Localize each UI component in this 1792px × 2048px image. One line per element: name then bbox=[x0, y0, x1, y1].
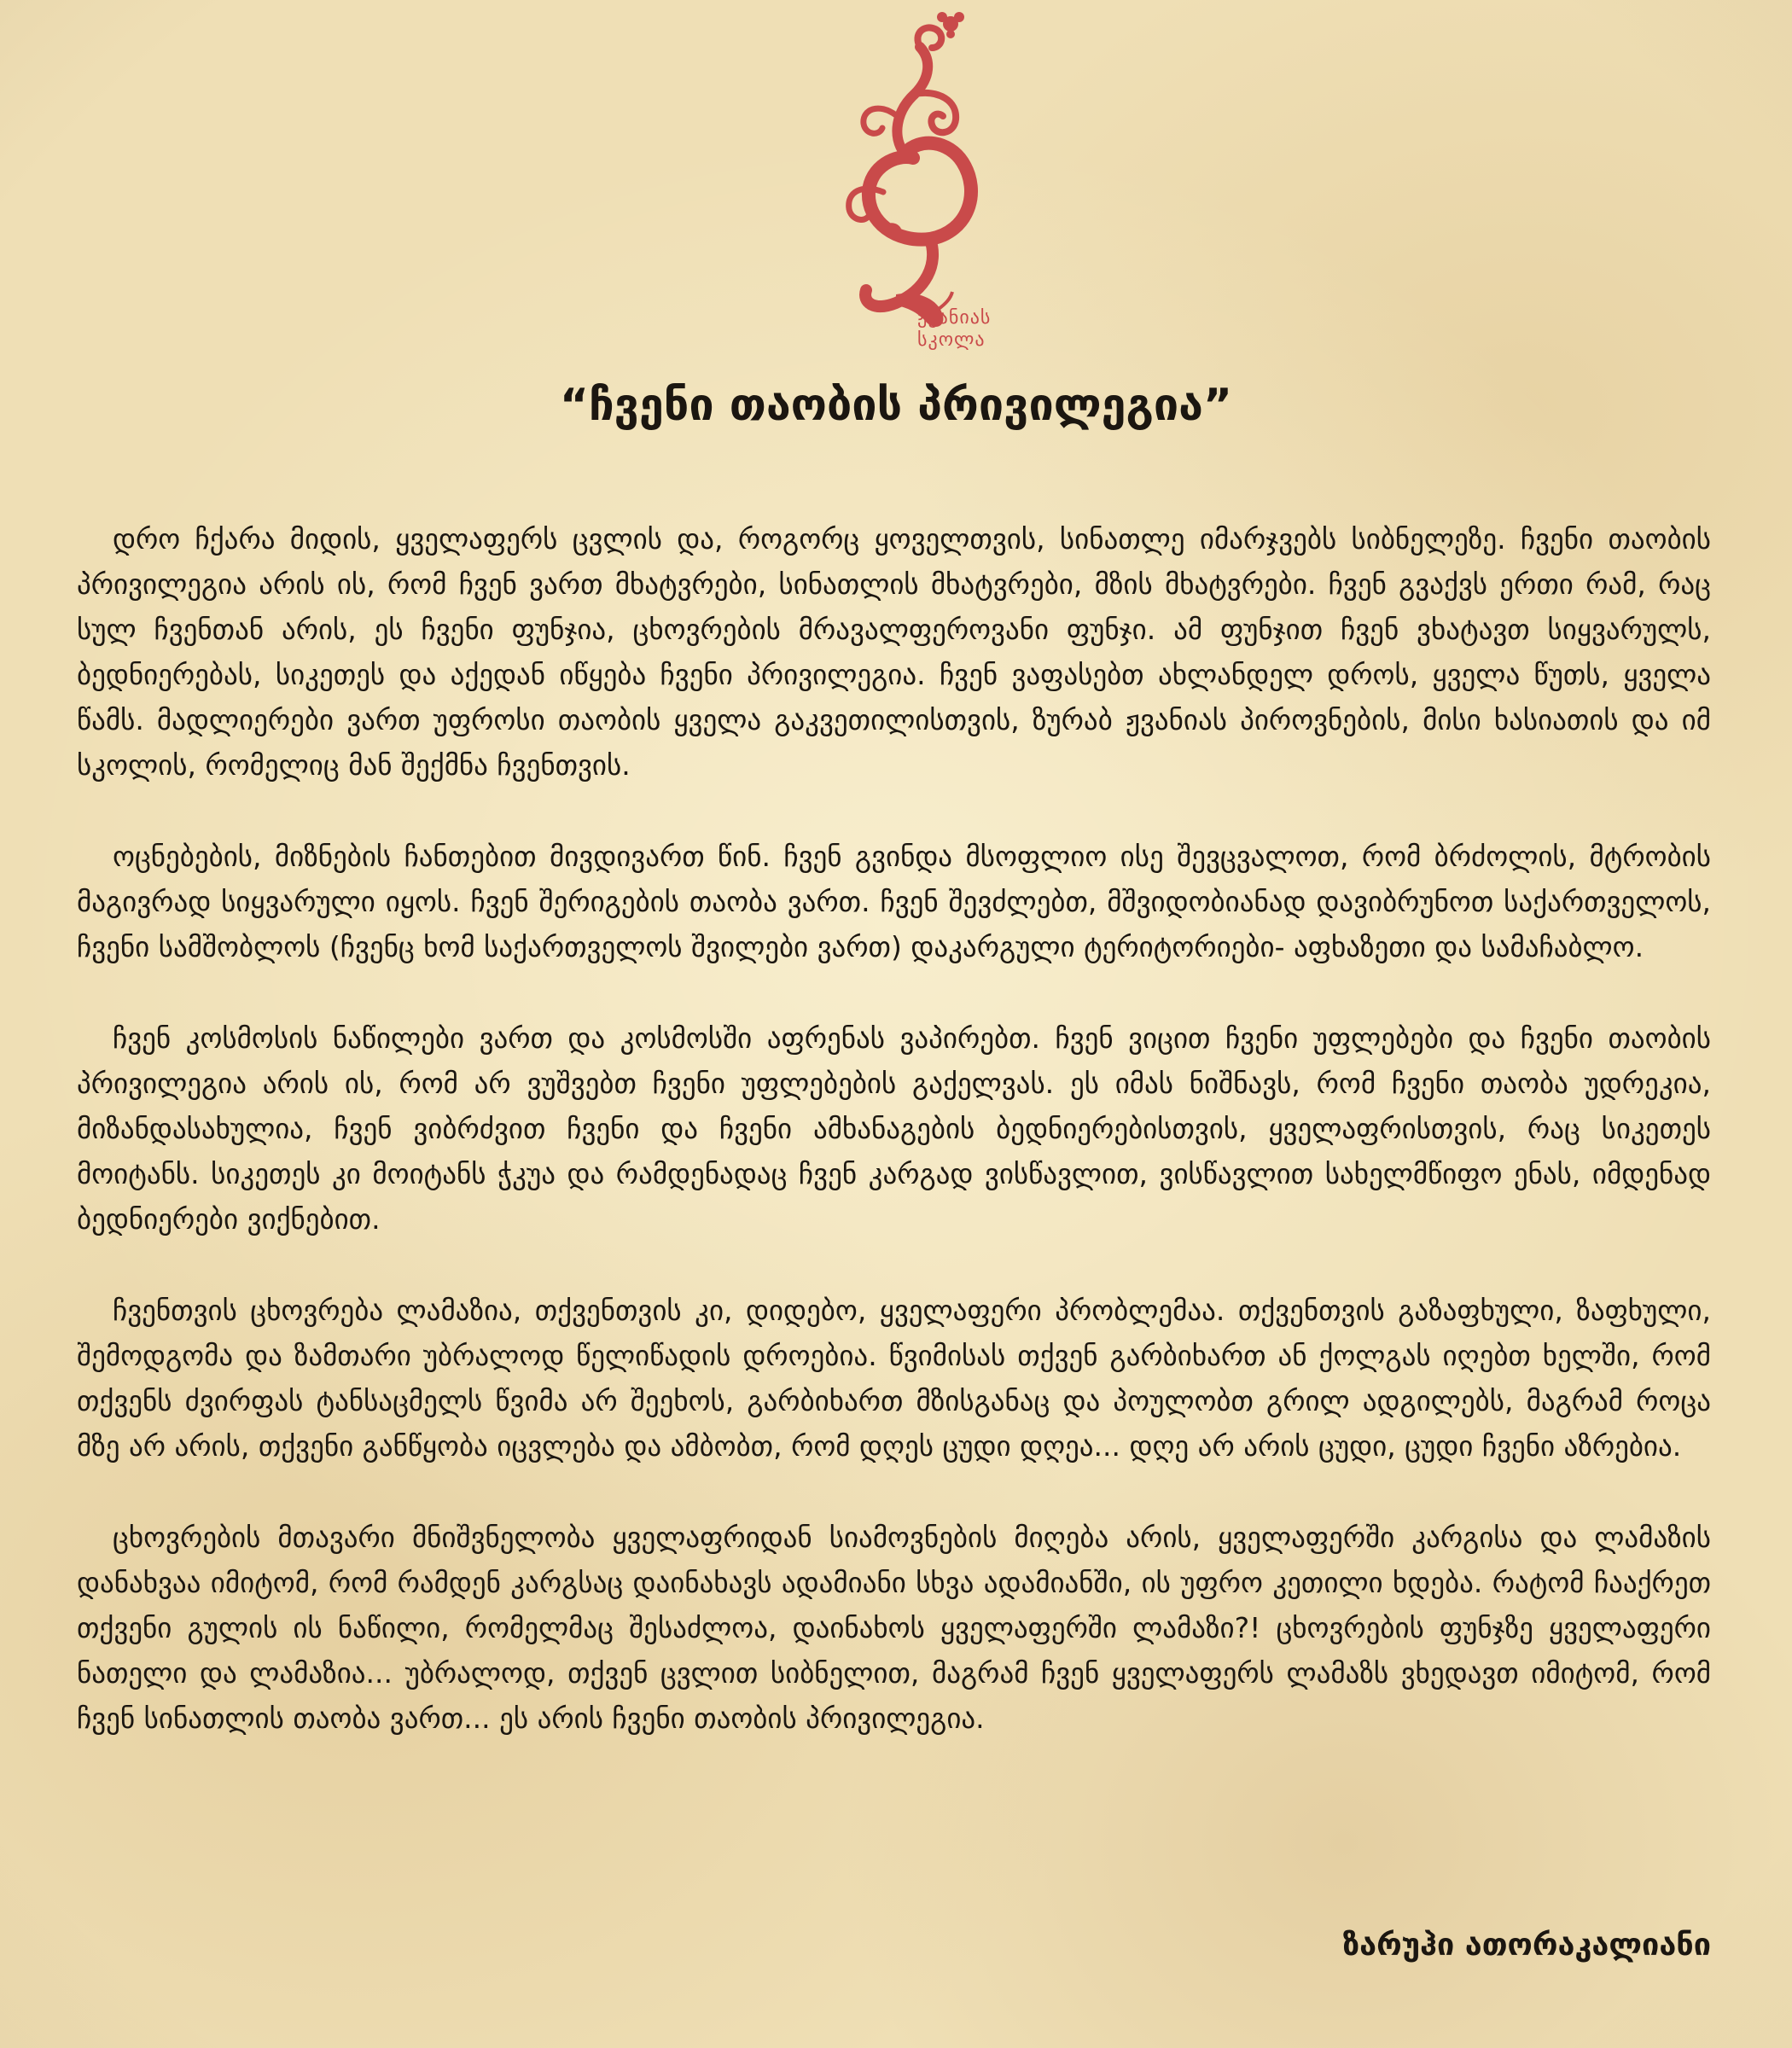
swirl-letter-logo-icon bbox=[768, 9, 1024, 358]
letter-body bbox=[77, 516, 1711, 1787]
logo-caption bbox=[917, 307, 991, 352]
paragraph-1: დრო ჩქარა მიდის, ყველაფერს ცვლის და, როგორც ყოველთვის, სინათლე იმარჯვებს სიბნელეზე. ჩვენი თაობის პრივილეგია არის ის, რომ ჩვენ ვართ მხატვრები, სინათლის მხატვრები, მზის მხატვრები. ჩვენ გვაქვს ერთი რამ, რაც სულ ჩვენთან არის, ეს ჩვენი ფუნჯია, ცხოვრების მრავალფეროვანი ფუნჯი. ამ ფუნჯით ჩვენ ვხატავთ სიყვარულს, ბედნიერებას, სიკეთეს და აქედან იწყება ჩვენი პრივილეგია. ჩვენ ვაფასებთ ახლანდელ დროს, ყველა წუთს, ყველა წამს. მადლიერები ვართ უფროსი თაობის ყველა გაკვეთილისთვის, ზურაბ ჟვანიას პიროვნების, მისი ხასიათის და იმ სკოლის, რომელიც მან შექმნა ჩვენთვის. bbox=[77, 522, 1711, 782]
paragraph-3: ჩვენ კოსმოსის ნაწილები ვართ და კოსმოსში აფრენას ვაპირებთ. ჩვენ ვიცით ჩვენი უფლებები და ჩვენი თაობის პრივილეგია არის ის, რომ არ ვუშვებთ ჩვენი უფლებების გაქელვას. ეს იმას ნიშნავს, რომ ჩვენი თაობა უდრეკია, მიზანდასახულია, ჩვენ ვიბრძვით ჩვენი და ჩვენი ამხანაგების ბედნიერებისთვის, ყველაფრისთვის, რაც სიკეთეს მოიტანს. სიკეთეს კი მოიტანს ჭკუა და რამდენადაც ჩვენ კარგად ვისწავლით, ვისწავლით სახელმწიფო ენას, იმდენად ბედნიერები ვიქნებით. bbox=[77, 1021, 1711, 1236]
logo-caption-line-2: სკოლა bbox=[917, 329, 986, 351]
paragraph-5: ცხოვრების მთავარი მნიშვნელობა ყველაფრიდან სიამოვნების მიღება არის, ყველაფერში კარგისა და ლამაზის დანახვაა იმიტომ, რომ რამდენ კარგსაც დაინახავს ადამიანი სხვა ადამიანში, ის უფრო კეთილი ხდება. რატომ ჩააქრეთ თქვენი გულის ის ნაწილი, რომელმაც შესაძლოა, დაინახოს ყველაფერში ლამაზი?! ცხოვრების ფუნჯზე ყველაფერი ნათელი და ლამაზია... უბრალოდ, თქვენ ცვლით სიბნელით, მაგრამ ჩვენ ყველაფერს ლამაზს ვხედავთ იმიტომ, რომ ჩვენ სინათლის თაობა ვართ... ეს არის ჩვენი თაობის პრივილეგია. bbox=[77, 1521, 1711, 1735]
paragraph-2: ოცნებების, მიზნების ჩანთებით მივდივართ წინ. ჩვენ გვინდა მსოფლიო ისე შევცვალოთ, რომ ბრძოლის, მტრობის მაგივრად სიყვარული იყოს. ჩვენ შერიგების თაობა ვართ. ჩვენ შევძლებთ, მშვიდობიანად დავიბრუნოთ საქართველოს, ჩვენი სამშობლოს (ჩვენც ხომ საქართველოს შვილები ვართ) დაკარგული ტერიტორიები- აფხაზეთი და სამაჩაბლო. bbox=[77, 840, 1711, 963]
paragraph-4: ჩვენთვის ცხოვრება ლამაზია, თქვენთვის კი, დიდებო, ყველაფერი პრობლემაა. თქვენთვის გაზაფხული, ზაფხული, შემოდგომა და ზამთარი უბრალოდ წელიწადის დროებია. წვიმისას თქვენ გარბიხართ ან ქოლგას იღებთ ხელში, რომ თქვენს ძვირფას ტანსაცმელს წვიმა არ შეეხოს, გარბიხართ მზისგანაც და პოულობთ გრილ ადგილებს, მაგრამ როცა მზე არ არის, თქვენი განწყობა იცვლება და ამბობთ, რომ დღეს ცუდი დღეა... დღე არ არის ცუდი, ცუდი ჩვენი აზრებია. bbox=[77, 1294, 1711, 1463]
school-logo bbox=[768, 9, 1024, 358]
author-signature: ზარუჰი ათორაკალიანი bbox=[1342, 1928, 1711, 1963]
page-title: “ჩვენი თაობის პრივილეგია” bbox=[559, 380, 1233, 431]
logo-caption-line-1: ჟვანიას bbox=[917, 307, 992, 329]
